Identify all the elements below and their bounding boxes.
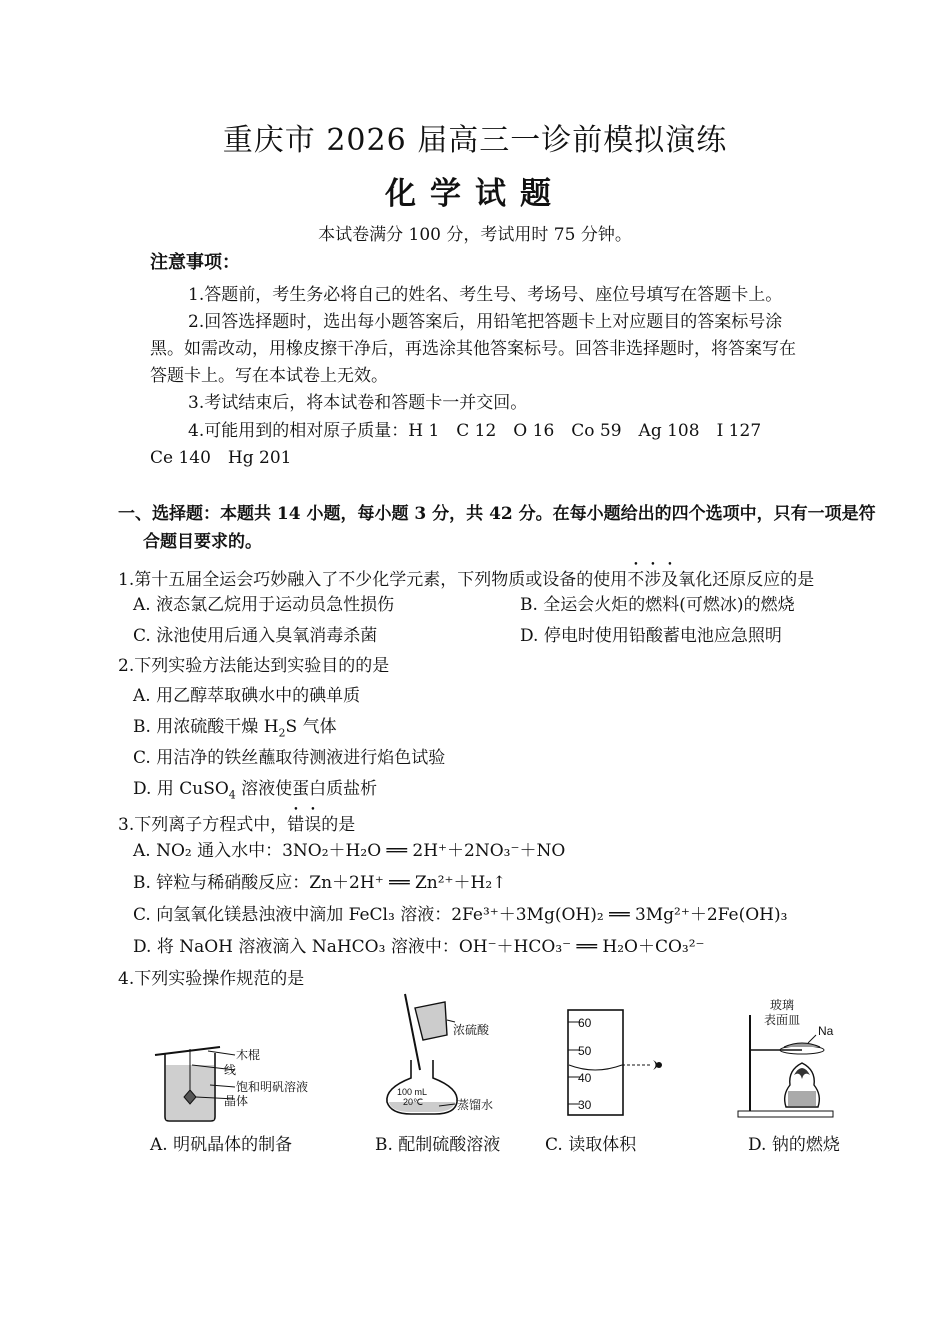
figure-c-tick-30: 30 bbox=[578, 1098, 592, 1112]
figure-c-reading-volume bbox=[560, 1005, 680, 1120]
section-heading-cont: 合题目要求的。 bbox=[143, 532, 262, 552]
question-1-option-c: C. 泳池使用后通入臭氧消毒杀菌 bbox=[133, 626, 378, 646]
figure-d-sodium-combustion bbox=[730, 995, 855, 1120]
figure-a-label-solution: 饱和明矾溶液 bbox=[236, 1080, 309, 1094]
notice-heading: 注意事项： bbox=[150, 252, 240, 273]
figure-b-label-acid: 浓硫酸 bbox=[453, 1023, 490, 1037]
question-2-option-d: D. 用 CuSO$_4$ 溶液使蛋白质盐析 bbox=[133, 779, 378, 802]
figure-a-caption: A. 明矾晶体的制备 bbox=[150, 1135, 293, 1155]
notice-item-4: 4.可能用到的相对原子质量：H 1 C 12 O 16 Co 59 Ag 108 I 127 bbox=[188, 421, 762, 441]
figure-b-dilution bbox=[375, 990, 515, 1120]
question-1-stem: 1.第十五届全运会巧妙融入了不少化学元素，下列物质或设备的使用不涉及氧化还原反应的是 bbox=[118, 570, 815, 590]
notice-item-1: 1.答题前，考生务必将自己的姓名、考生号、考场号、座位号填写在答题卡上。 bbox=[188, 285, 783, 305]
question-3-option-c: C. 向氢氧化镁悬浊液中滴加 FeCl₃ 溶液：2Fe³⁺＋3Mg(OH)₂ ══ 3Mg²⁺＋2Fe(OH)₃ bbox=[133, 905, 788, 925]
notice-item-3: 3.考试结束后，将本试卷和答题卡一并交回。 bbox=[188, 393, 528, 413]
question-3-option-d: D. 将 NaOH 溶液滴入 NaHCO₃ 溶液中：OH⁻＋HCO₃⁻ ══ H₂O＋CO₃²⁻ bbox=[133, 937, 705, 957]
question-2-option-c: C. 用洁净的铁丝蘸取待测液进行焰色试验 bbox=[133, 748, 446, 768]
figure-a-alum-crystal bbox=[150, 1035, 325, 1125]
figure-b-label-temp: 20℃ bbox=[403, 1097, 424, 1107]
figure-b-label-volume: 100 mL bbox=[397, 1087, 428, 1097]
figure-d-label-dish: 表面皿 bbox=[764, 1013, 801, 1027]
question-2-stem: 2.下列实验方法能达到实验目的的是 bbox=[118, 656, 390, 676]
paper-title: 重庆市 2026 届高三一诊前模拟演练 bbox=[222, 123, 728, 158]
question-1-option-d: D. 停电时使用铅酸蓄电池应急照明 bbox=[520, 626, 782, 646]
figure-d-label-na: Na bbox=[818, 1024, 834, 1038]
figure-c-tick-50: 50 bbox=[578, 1044, 592, 1058]
subject-title: 化学试题 bbox=[385, 176, 565, 212]
notice-item-2: 2.回答选择题时，选出每小题答案后，用铅笔把答题卡上对应题目的答案标号涂 bbox=[188, 312, 783, 332]
question-3-stem: 3.下列离子方程式中，错误的是 bbox=[118, 815, 356, 835]
section-heading: 一、选择题：本题共 14 小题，每小题 3 分，共 42 分。在每小题给出的四个选项中，只有一项是符 bbox=[118, 504, 876, 524]
question-2-option-b: B. 用浓硫酸干燥 $H_2S$ 气体 bbox=[133, 717, 337, 740]
question-4-stem: 4.下列实验操作规范的是 bbox=[118, 969, 305, 989]
question-1-option-a: A. 液态氯乙烷用于运动员急性损伤 bbox=[133, 595, 395, 615]
exam-intro: 本试卷满分 100 分，考试用时 75 分钟。 bbox=[318, 225, 632, 245]
notice-item-4-cont: Ce 140 Hg 201 bbox=[150, 448, 292, 468]
figure-b-label-water: 蒸馏水 bbox=[457, 1098, 494, 1112]
figure-c-tick-60: 60 bbox=[578, 1016, 592, 1030]
question-2-option-a: A. 用乙醇萃取碘水中的碘单质 bbox=[133, 686, 361, 706]
figure-b-caption: B. 配制硫酸溶液 bbox=[375, 1135, 501, 1155]
question-3-option-a: A. NO₂ 通入水中：3NO₂＋H₂O ══ 2H⁺＋2NO₃⁻＋NO bbox=[133, 841, 566, 861]
figure-a-label-crystal: 晶体 bbox=[224, 1094, 249, 1108]
question-1-option-b: B. 全运会火炬的燃料(可燃冰)的燃烧 bbox=[520, 595, 795, 615]
figure-a-label-rod: 木棍 bbox=[236, 1048, 261, 1062]
figure-d-label-glass: 玻璃 bbox=[770, 998, 795, 1012]
figure-a-label-thread: 线 bbox=[224, 1063, 237, 1077]
notice-item-2-cont2: 答题卡上。写在本试卷上无效。 bbox=[150, 366, 388, 386]
figure-c-tick-40: 40 bbox=[578, 1071, 592, 1085]
question-3-option-b: B. 锌粒与稀硝酸反应：Zn＋2H⁺ ══ Zn²⁺＋H₂↑ bbox=[133, 873, 507, 893]
notice-item-2-cont: 黑。如需改动，用橡皮擦干净后，再选涂其他答案标号。回答非选择题时，将答案写在 bbox=[150, 339, 796, 359]
figure-d-caption: D. 钠的燃烧 bbox=[748, 1135, 840, 1155]
figure-c-caption: C. 读取体积 bbox=[545, 1135, 637, 1155]
